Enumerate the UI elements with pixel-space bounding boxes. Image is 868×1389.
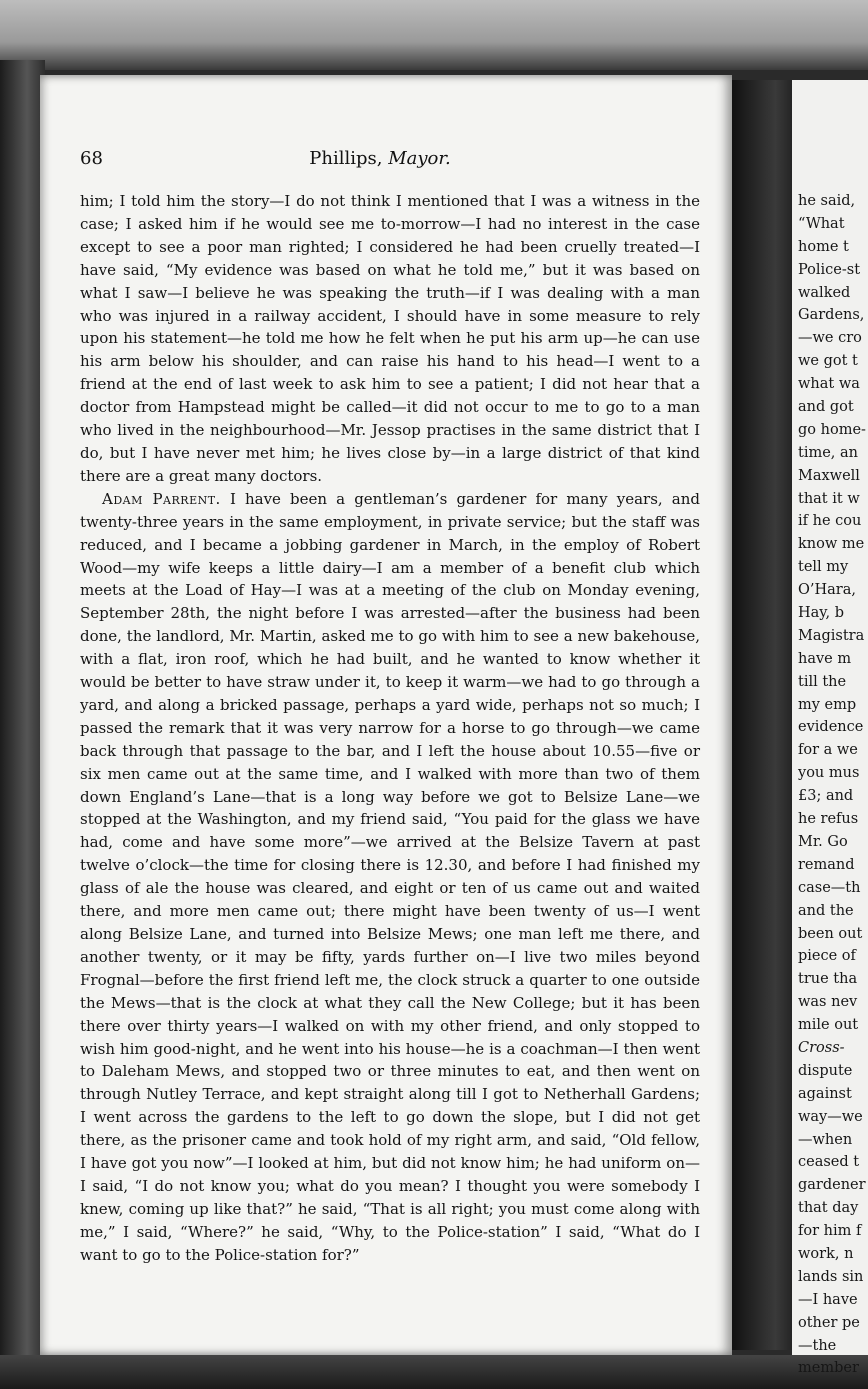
right-page-line: and the bbox=[798, 902, 854, 919]
right-page-line: true tha bbox=[798, 971, 858, 988]
testimony-text: I have been a gentleman’s gardener for many years, and twenty-three years in the same employment, in private service; but the staff was reduced, and I became a jobbing gardener in March, in the employ of Robert Wood—my wife keeps a little dairy—I am a member of a benefit club which meets at the Load of Hay—I was at a meeting of the club on Monday evening, September 28th, the night before I was arrested—after the business had been done, the landlord, Mr. Martin, asked me to go with him to see a new bakehouse, with a flat, iron roof, which he had built, and he wanted to know whether it would be better to have straw under it, to keep it warm—we had to go through a yard, and along a bricked passage, perhaps a yard wide, perhaps not so much; I passed the remark that it was very narrow for a horse to go through—we came back through that passage to the bar, and I left the house about 10.55—five or six men came out at the same time, and I walked with more than two of them down England’s Lane—that is a long way before we got to Belsize Lane—we stopped at the Washington, and my friend said, “You paid for the glass we have had, come and have some more”—we arrived at the Belsize Tavern at past twelve o’clock—the time for closing there is 12.30, and before I had finished my glass of ale the house was cleared, and eight or ten of us came out and waited there, and more men came out; there might have been twenty of us—I went along Belsize Lane, and turned into Belsize Mews; one man left me there, and another twenty, or it may be fifty, yards further on—I live two miles beyond Frognal—before the first friend left me, the clock struck a quarter to one outside the Mews—that is the clock at what they call the New College; but it has been there over thirty years—I walked on with my other friend, and only stopped to wish him good-night, and he went into his house—he is a coachman—I then went to Daleham Mews, and stopped two or three minutes to eat, and then went on through Nutley Terrace, and kept straight along till I got to Netherhall Gardens; I went across the gardens to the left to go down the slope, but I did not get there, as the prisoner came and took hold of my right arm, and said, “Old fellow, I have got you now”—I looked at him, but did not know him; he had uniform on—I said, “I do not know you; what do you mean? I thought you were somebody I knew, coming up like that?” he said, “That is all right; you must come along with me,” I said, “Where?” he said, “Why, to the Police-station” I said, “What do I want to go to the Police-station for?” bbox=[80, 489, 700, 1264]
right-page-line: my emp bbox=[798, 696, 857, 713]
right-page-line: —we cro bbox=[798, 330, 862, 347]
right-page-line: —when bbox=[798, 1131, 853, 1148]
right-page-line: for him f bbox=[798, 1223, 862, 1240]
right-page-line: Hay, b bbox=[798, 605, 845, 622]
right-page-line: £3; and bbox=[798, 788, 854, 805]
right-page-line: member bbox=[798, 1360, 859, 1377]
right-page-line: what wa bbox=[798, 376, 860, 393]
right-page-line: tell my bbox=[798, 559, 849, 576]
page-header bbox=[80, 148, 680, 174]
left-page-text bbox=[80, 190, 700, 1267]
right-page-line: —I have bbox=[798, 1291, 858, 1308]
right-page-line: remand bbox=[798, 856, 855, 873]
right-page-line: been out bbox=[798, 925, 863, 942]
right-page-line: Maxwell bbox=[798, 467, 860, 484]
book-spine-left bbox=[0, 60, 45, 1389]
paragraph: him; I told him the story—I do not think I mentioned that I was a witness in the case; I asked him if he would see me to-morrow—I had no interest in the case except to see a poor man righted; I considered he had been cruelly treated—I have said, “My evidence was based on what he told me,” but it was based on what I saw—I believe he was speaking the truth—if I was dealing with a man who was injured in a railway accident, I should have in some measure to rely upon his statement—he told me how he felt when he put his arm up—he can use his arm below his shoulder, and can raise his hand to his head—I went to a friend at the end of last week to ask him to see a patient; I did not hear that a doctor from Hampstead might be called—it did not occur to me to go to a man who lived in the neighbourhood—Mr. Jessop practises in the same district that I do, but I have never met him; he lives close by—in a large district of that kind there are a great many doctors. bbox=[80, 192, 700, 485]
right-page-line: we got t bbox=[798, 353, 858, 370]
right-page-line: other pe bbox=[798, 1314, 860, 1331]
right-page-line: ceased t bbox=[798, 1154, 860, 1171]
right-page-line: way—we bbox=[798, 1108, 863, 1125]
right-page-line: Mr. Go bbox=[798, 833, 848, 850]
right-page-line: Cross- bbox=[798, 1039, 845, 1056]
right-page-line: lands sin bbox=[798, 1268, 864, 1285]
page-number: 68 bbox=[80, 148, 103, 169]
right-page-line: work, n bbox=[798, 1245, 854, 1262]
right-page-line: have m bbox=[798, 650, 852, 667]
running-head bbox=[80, 148, 680, 169]
running-head-name: Phillips, bbox=[309, 148, 383, 169]
right-page-line: Magistra bbox=[798, 627, 865, 644]
right-page-line: and got bbox=[798, 399, 854, 416]
right-page-line: he refus bbox=[798, 811, 859, 828]
right-page-line: home t bbox=[798, 238, 849, 255]
paragraph bbox=[80, 488, 700, 1267]
right-page-text bbox=[798, 190, 868, 1380]
right-page-line: walked bbox=[798, 284, 851, 301]
speaker-name: Adam Parrent. bbox=[102, 489, 221, 508]
right-page-line: against bbox=[798, 1085, 852, 1102]
right-page-line: that day bbox=[798, 1200, 859, 1217]
right-page-line: mile out bbox=[798, 1017, 859, 1034]
right-page-line: till the bbox=[798, 673, 847, 690]
right-page-line: piece of bbox=[798, 948, 856, 965]
right-page-line: —the bbox=[798, 1337, 837, 1354]
right-page-line: time, an bbox=[798, 444, 858, 461]
right-page-line: dispute bbox=[798, 1062, 853, 1079]
right-page-line: he said, bbox=[798, 193, 856, 209]
right-page-line: that it w bbox=[798, 490, 860, 507]
right-page-line: you mus bbox=[798, 765, 860, 782]
scan-top-edge bbox=[0, 0, 868, 70]
right-page-line: gardener bbox=[798, 1177, 866, 1194]
right-page-line: for a we bbox=[798, 742, 858, 759]
book-gutter bbox=[732, 80, 794, 1350]
right-page-line: O’Hara, bbox=[798, 582, 856, 599]
right-page-line: evidence bbox=[798, 719, 864, 736]
right-page-line: know me bbox=[798, 536, 865, 553]
right-page-line: case—th bbox=[798, 879, 861, 896]
right-page-line: “What bbox=[798, 215, 845, 232]
right-page-line: was nev bbox=[798, 994, 858, 1011]
right-page-line: Police-st bbox=[798, 261, 861, 278]
running-head-role: Mayor. bbox=[388, 148, 451, 169]
right-page-line: if he cou bbox=[798, 513, 862, 530]
scan-bottom-edge bbox=[0, 1355, 868, 1389]
right-page-line: Gardens, bbox=[798, 307, 865, 324]
right-page-line: go home- bbox=[798, 421, 866, 438]
